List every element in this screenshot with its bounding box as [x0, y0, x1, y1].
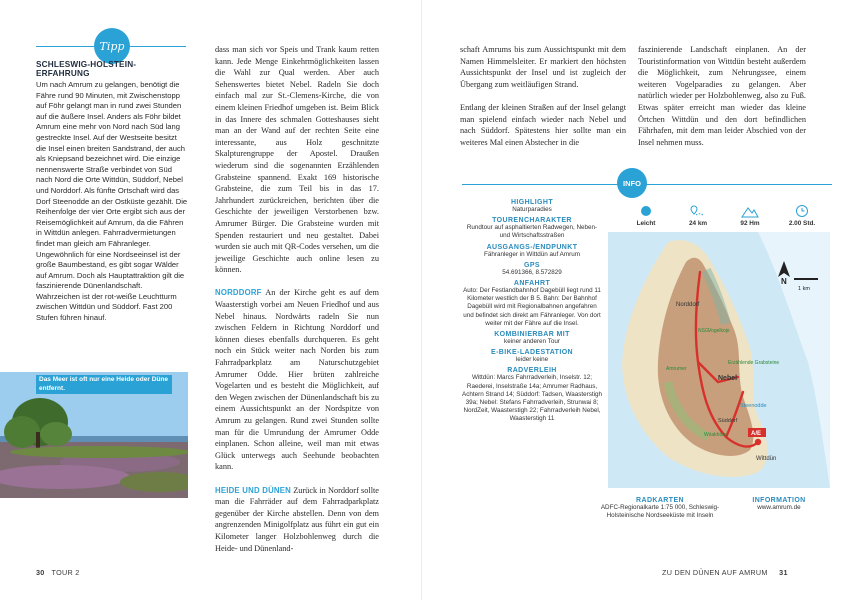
right-page [422, 0, 843, 600]
map-label-wriakhoern: Wriakhörn [704, 432, 727, 438]
stat-distance [672, 204, 724, 227]
fact-text: Rundtour auf asphaltierten Radwegen, Neben- und Wirtschaftsstraßen [466, 224, 598, 240]
duration-clock-icon [776, 204, 828, 218]
tipp-rule-left [36, 46, 94, 47]
page-number: 30 [36, 568, 45, 577]
info-information [734, 497, 824, 512]
map-label-steenodde: Steenodde [740, 403, 767, 409]
elevation-mountain-icon [724, 204, 776, 218]
fact-text: 54.691366, 8.572829 [502, 268, 562, 276]
fact-block [462, 280, 602, 328]
left-page [0, 0, 421, 600]
paragraph-text: Zurück in Norddorf sollte man die Fahrräder auf dem Fahrradparkplatz gegenüber der Kirche abstellen. Denn von dem angrenzenden Minigolfplatz aus führt ein gut ein Kilometer langer Holzbohlenweg durch die Heide- und Dünenland- [215, 485, 379, 553]
info-text: ADFC-Regionalkarte 1:75 000, Schleswig-Holsteinische Nordseeküste mit Inseln [600, 504, 720, 520]
tipp-box [36, 60, 188, 324]
right-text-column-2 [638, 44, 806, 160]
stat-label: 92 Hm [740, 220, 760, 227]
subheading-heide-duenen: HEIDE UND DÜNEN [215, 485, 291, 495]
fact-block [462, 244, 602, 259]
info-radkarten [594, 497, 726, 520]
page-number: 31 [779, 568, 788, 577]
fact-text: leider keine [515, 356, 549, 364]
tipp-badge: Tipp [94, 28, 130, 64]
fact-block [462, 367, 602, 423]
difficulty-dot-icon [620, 204, 672, 218]
tipp-rule-right [130, 46, 186, 47]
fact-text: keiner anderen Tour [504, 338, 560, 346]
stat-label: 2.00 Std. [788, 220, 816, 227]
fact-heading: TOURENCHARAKTER [492, 217, 572, 225]
footer-section: ZU DEN DÜNEN AUF AMRUM [662, 568, 768, 577]
paragraph [215, 485, 379, 555]
info-heading: RADKARTEN [636, 497, 684, 504]
info-badge: INFO [617, 168, 647, 198]
paragraph: schaft Amrums bis zum Aussichtspunkt mit dem Namen Himmelsleiter. Er markiert den höchsten Aussichtspunkt der Insel und ist zugleich der Übergang zum weitläufigen Strand. [460, 45, 626, 89]
paragraph-text: An der Kirche geht es auf dem Waasterstigh vorbei am Neuen Friedhof und aus Nebel hinaus. Nordwärts radeln Sie nun zwischen Feldern in Richtung Norddorf und können dieses ebenfalls durchqueren. Es geht noch ein Stück weiter nach Norden bis zum Fahrradparkplatz am Naturschutzgebiet Amrumer Odde. Hier brüten zahlreiche Vogelarten und es besteht die Möglichkeit, auf den Wegen zwischen der Dünenlandschaft bis zu einem Aussichtspunkt an der Nordspitze von Amrum zu gelangen. Rund zwei Stunden sollte man für die Umrundung der Amrumer Odde einplanen. Schon alleine, weil man mit etwas Glück unterwegs auch Seehunde beobachten kann. [215, 288, 379, 472]
map-label-grabsteine: Erzählende Grabsteine [728, 360, 780, 366]
map-label-amrumer: Amrumer [666, 366, 687, 372]
stat-label: Leicht [636, 220, 656, 227]
fact-block [462, 331, 602, 346]
fact-heading: RADVERLEIH [507, 367, 557, 375]
fact-text: Wittdün: Marcs Fahrradverleih, Inselstr. 12; Raederei, Inselstraße 14a; Amrumer Radhaus, Achtern Strand 14; Süddorf: Tadsen, Waasterstigh 39a; Nebel: Stefans Fahrradverleih, Strunwai 8; NordZeit, Waasterstigh 22; Fahrradverleih Nebel, Waasterstigh 11 [462, 374, 603, 423]
paragraph: Entlang der kleinen Straßen auf der Insel gelangt man spielend einfach wieder nach Nebel und nach Süddorf. Spätestens hier sollte man ein weiteres Mal einen Abstecher in die [460, 102, 626, 147]
tipp-title: SCHLESWIG-HOLSTEIN-ERFAHRUNG [36, 60, 137, 78]
fact-block [462, 349, 602, 364]
fact-block [462, 199, 602, 214]
svg-text:A/E: A/E [751, 431, 762, 437]
info-heading: INFORMATION [752, 497, 806, 504]
stat-difficulty [620, 204, 672, 227]
stat-duration [776, 204, 828, 227]
left-text-column [215, 44, 379, 566]
stat-elevation [724, 204, 776, 227]
fact-heading: GPS [524, 261, 540, 269]
map-label-norddorf: Norddorf [676, 302, 700, 308]
tipp-text: Um nach Amrum zu gelangen, benötigt die Fähre rund 90 Minuten, mit Zwischenstopp auf Föhr gelangt man in rund zwei Stunden auf die äußere Insel. Anders als Föhr bildet Amrum eine mehr von Nord nach Süd lang gestreckte Insel. Auf der Westseite besitzt die Insel einen breiten Sandstrand, der auch als Kniepsand bezeichnet wird. Die einzige nennenswerte Straße verbindet von Süd nach Nord die Orte Wittdün, Süddorf, Nebel und Norddorf. Als fünfte Ortschaft wird das Dorf Steenodde an der Ostküste gezählt. Die Reihenfolge der vier Orte ergibt sich aus der Reisemöglichkeit auf Amrum, da die Fähren in Wittdün anlegen. Fahrradvermietungen findet man gleich am Fähranleger. Ungewöhnlich für eine Nordseeinsel ist der große Baumbestand, es gibt sogar Wälder auf Amrum. Doch als Hauptattraktion gilt die faszinierende Dünenlandschaft. Wahrzeichen ist der rot-weiße Leuchtturm zwischen Wittdün und Süddorf. Fast 200 Stufen führen hinauf. [36, 80, 188, 323]
paragraph [215, 287, 379, 473]
paragraph: dass man sich vor Speis und Trank kaum retten kann. Jede Menge Einkehrmöglichkeiten lassen die Wahl zur Qual werden. Aber auch Sehenswertes bietet Nebel. Radeln Sie doch einfach mal zur St.-Clemens-Kirche, die von einem kleinen Friedhof umgeben ist. Beim Blick in das Innere des schmalen Gotteshauses sieht man an der Wand auf der rechten Seite eine interessante, aus Holz geschnitzte Skalpturengruppe der Apostel. Draußen wiederum sind die sogenannten Erzählenden Grabsteine spannend. Exakt 169 historische Grabsteine, die zum Teil bis in das 17. Jahrhundert zurückreichen, berichten über die Geschichte der jeweiligen Verstorbenen bzw. Amrumer Bürger. Die Grabsteine wurden mit Spenden restauriert und neu gestaltet. Dabei wurden sie auch mit QR-Codes versehen, um die jeweilige Geschichte auch online lesen zu können. [215, 45, 379, 275]
left-footer [36, 568, 80, 577]
right-text-column-1 [460, 44, 626, 160]
fact-block [462, 262, 602, 277]
paragraph: faszinierende Landschaft einplanen. An der Touristinformation von Wittdün besteht außerdem die Möglichkeit, zum Nehrungssee, einem weiteren Vogelparadies zu gelangen. Aber natürlich wieder per Holzbohlenweg, also zu Fuß. Etwas später erreicht man wieder das kleine Örtchen Wittdün und den dort befindlichen Fährhafen, mit dem man leider Abschied von der Insel nehmen muss. [638, 45, 806, 147]
fact-heading: E-BIKE-LADESTATION [491, 349, 573, 357]
map-label-vogelkoje: Vogelkoje [708, 328, 730, 334]
fact-heading: HIGHLIGHT [510, 199, 554, 206]
map-scale: 1 km [798, 286, 810, 292]
photo-caption: Das Meer ist oft nur eine Heide oder Düne entfernt. [36, 375, 172, 394]
svg-text:N: N [781, 277, 787, 286]
map-label-nebel: Nebel [718, 375, 738, 382]
distance-pin-icon [672, 204, 724, 218]
info-website-link[interactable]: www.amrum.de [757, 504, 801, 511]
info-facts [462, 196, 602, 424]
stat-label: 24 km [688, 220, 708, 227]
route-map [608, 232, 830, 488]
footer-section: TOUR 2 [51, 568, 80, 577]
info-rule [462, 184, 832, 185]
map-label-nsg: NSG [698, 328, 709, 334]
fact-text: Auto: Der Festlandbahnhof Dagebüll liegt rund 11 Kilometer westlich der B 5. Bahn: Der Bahnhof Dagebüll wird mit Regionalbahnen angefahren und befindet sich direkt am Fähranleger. Von dort weiter mit der Fähre auf die Insel. [463, 287, 601, 327]
fact-text: Fähranleger in Wittdün auf Amrum [484, 250, 580, 258]
fact-text: Naturparadies [512, 206, 552, 213]
right-footer [662, 568, 788, 577]
subheading-norddorf: NORDDORF [215, 288, 262, 298]
map-label-sueddorf: Süddorf [718, 418, 738, 424]
route-map-svg [608, 232, 830, 488]
fact-heading: KOMBINIERBAR MIT [494, 331, 570, 339]
map-label-wittduen: Wittdün [756, 456, 777, 462]
fact-block [462, 217, 602, 240]
fact-heading: AUSGANGS-/ENDPUNKT [486, 243, 578, 251]
fact-heading: ANFAHRT [513, 280, 551, 288]
